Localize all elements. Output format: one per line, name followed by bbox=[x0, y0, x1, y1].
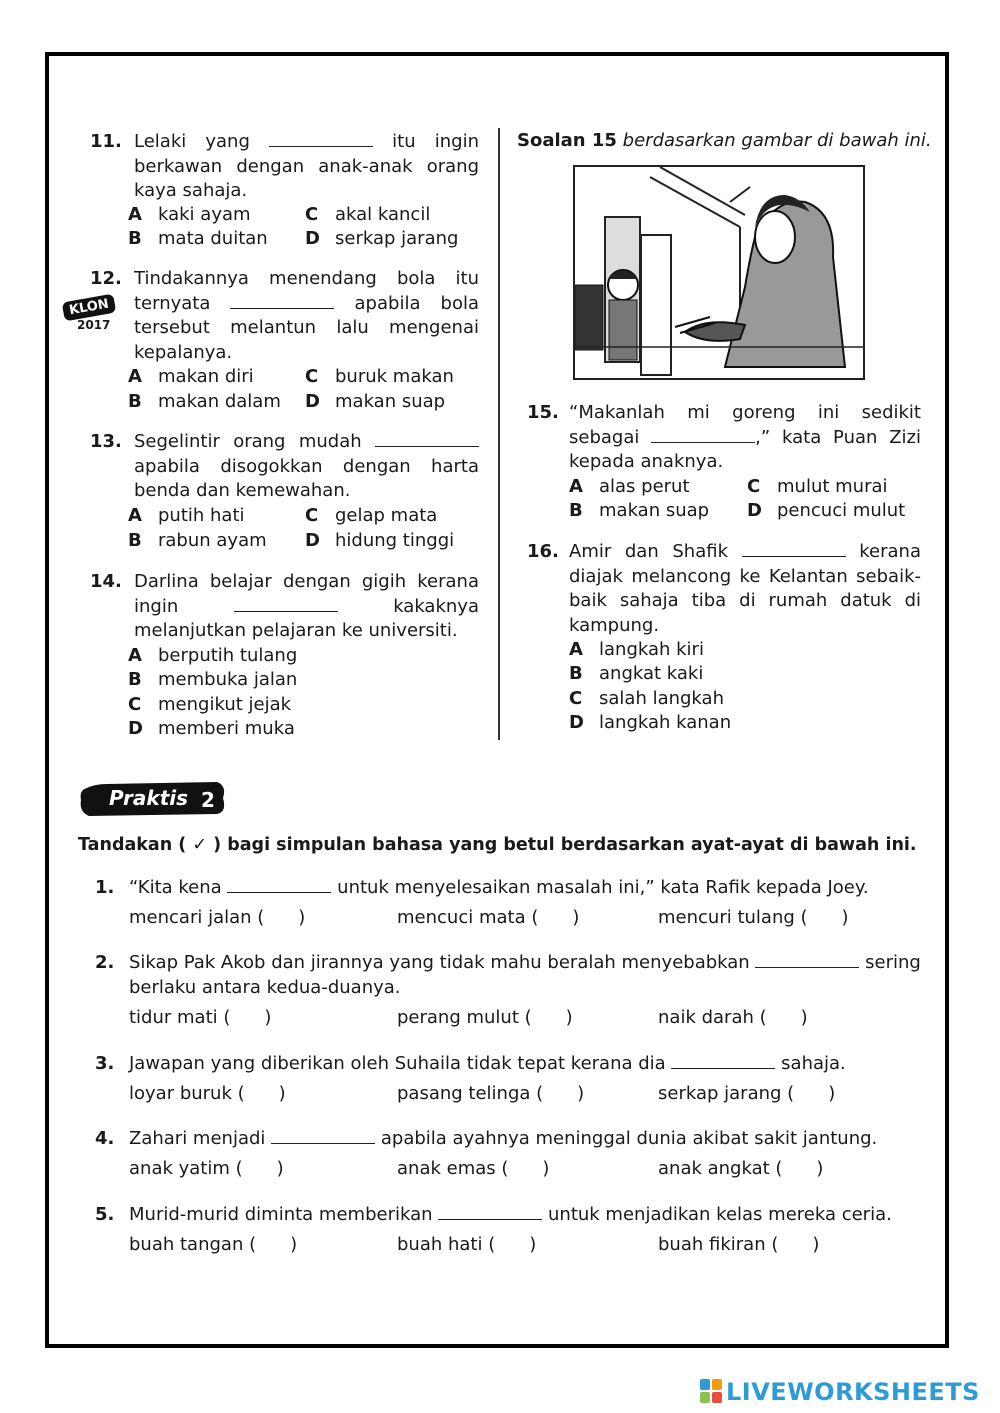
choice-2[interactable]: mencuci mata ( ) bbox=[397, 907, 580, 928]
choice-2[interactable]: perang mulut ( ) bbox=[397, 1007, 573, 1028]
answer-blank bbox=[375, 432, 479, 447]
praktis-item-4: 4. Zahari menjadi apabila ayahnya meninggal dunia akibat sakit jantung. anak yatim ( ) anak emas ( ) anak angkat ( ) bbox=[95, 1126, 925, 1186]
column-divider bbox=[498, 128, 500, 740]
item-text: Murid-murid diminta memberikan untuk menjadikan kelas mereka ceria. bbox=[129, 1204, 892, 1225]
item-text: Zahari menjadi apabila ayahnya meninggal dunia akibat sakit jantung. bbox=[129, 1128, 878, 1149]
answer-blank bbox=[671, 1054, 775, 1069]
illustration-svg bbox=[575, 167, 863, 378]
praktis-item-5: 5. Murid-murid diminta memberikan untuk menjadikan kelas mereka ceria. buah tangan ( ) buah hati ( ) buah fikiran ( ) bbox=[95, 1202, 925, 1262]
option-c: C salah langkah bbox=[569, 688, 724, 709]
option-d: D langkah kanan bbox=[569, 712, 732, 733]
liveworksheets-logo-icon bbox=[700, 1379, 722, 1403]
answer-blank bbox=[234, 597, 338, 612]
option-b: B makan suap bbox=[569, 500, 710, 521]
question-number: 11. bbox=[90, 131, 122, 152]
answer-blank bbox=[227, 878, 331, 893]
illustration-mother-and-child bbox=[573, 165, 865, 380]
option-c: C akal kancil bbox=[305, 204, 431, 225]
option-b: B angkat kaki bbox=[569, 663, 704, 684]
choice-3[interactable]: serkap jarang ( ) bbox=[658, 1083, 836, 1104]
option-a: A alas perut bbox=[569, 476, 690, 497]
answer-blank bbox=[230, 294, 334, 309]
choice-1[interactable]: mencari jalan ( ) bbox=[129, 907, 306, 928]
option-b: B mata duitan bbox=[128, 228, 268, 249]
question-number: 15. bbox=[527, 402, 559, 423]
choice-1[interactable]: tidur mati ( ) bbox=[129, 1007, 272, 1028]
picture-caption: Soalan 15 berdasarkan gambar di bawah ini. bbox=[517, 130, 932, 151]
answer-blank bbox=[438, 1205, 542, 1220]
choice-2[interactable]: anak emas ( ) bbox=[397, 1158, 550, 1179]
option-c: C mulut murai bbox=[747, 476, 888, 497]
answer-blank bbox=[651, 428, 755, 443]
option-b: B membuka jalan bbox=[128, 669, 298, 690]
choice-1[interactable]: buah tangan ( ) bbox=[129, 1234, 298, 1255]
question-text: “Makanlah mi goreng ini sedikit sebagai ,” kata Puan Zizi kepada anaknya. bbox=[569, 402, 921, 472]
option-d: D memberi muka bbox=[128, 718, 295, 739]
choice-2[interactable]: buah hati ( ) bbox=[397, 1234, 537, 1255]
choice-3[interactable]: anak angkat ( ) bbox=[658, 1158, 824, 1179]
praktis-item-2: 2. Sikap Pak Akob dan jirannya yang tidak mahu beralah menyebabkan sering berlaku antara kedua-duanya. tidur mati ( ) perang mulut ( ) naik darah ( ) bbox=[95, 950, 925, 1035]
answer-blank bbox=[742, 542, 846, 557]
instruction-text: Tandakan ( ✓ ) bagi simpulan bahasa yang betul berdasarkan ayat-ayat di bawah ini. bbox=[78, 835, 917, 855]
item-text: “Kita kena untuk menyelesaikan masalah ini,” kata Rafik kepada Joey. bbox=[129, 877, 869, 898]
liveworksheets-logo[interactable]: LIVEWORKSHEETS bbox=[700, 1378, 980, 1408]
question-number: 14. bbox=[90, 571, 122, 592]
answer-blank bbox=[755, 953, 859, 968]
option-a: A berputih tulang bbox=[128, 645, 298, 666]
question-text: Darlina belajar dengan gigih kerana ingin kakaknya melanjutkan pelajaran ke universiti. bbox=[134, 571, 479, 641]
question-number: 12. bbox=[90, 268, 122, 289]
option-d: D pencuci mulut bbox=[747, 500, 906, 521]
question-number: 16. bbox=[527, 541, 559, 562]
question-text: Amir dan Shafik kerana diajak melancong ke Kelantan sebaik-baik sahaja tiba di rumah datuk di kampung. bbox=[569, 541, 921, 636]
option-a: A putih hati bbox=[128, 505, 245, 526]
choice-2[interactable]: pasang telinga ( ) bbox=[397, 1083, 585, 1104]
option-b: B rabun ayam bbox=[128, 530, 267, 551]
option-c: C buruk makan bbox=[305, 366, 454, 387]
praktis-item-1: 1. “Kita kena untuk menyelesaikan masalah ini,” kata Rafik kepada Joey. mencari jalan ( ) mencuci mata ( ) mencuri tulang ( ) bbox=[95, 875, 925, 935]
choice-3[interactable]: mencuri tulang ( ) bbox=[658, 907, 849, 928]
option-c: C mengikut jejak bbox=[128, 694, 292, 715]
question-text: Lelaki yang itu ingin berkawan dengan anak-anak orang kaya sahaja. bbox=[134, 131, 479, 201]
praktis-item-3: 3. Jawapan yang diberikan oleh Suhaila tidak tepat kerana dia sahaja. loyar buruk ( ) pasang telinga ( ) serkap jarang ( ) bbox=[95, 1051, 925, 1111]
question-text: Segelintir orang mudah apabila disogokkan dengan harta benda dan kemewahan. bbox=[134, 431, 479, 501]
option-a: A makan diri bbox=[128, 366, 254, 387]
choice-1[interactable]: anak yatim ( ) bbox=[129, 1158, 284, 1179]
answer-blank bbox=[269, 132, 373, 147]
option-c: C gelap mata bbox=[305, 505, 438, 526]
option-d: D hidung tinggi bbox=[305, 530, 455, 551]
choice-3[interactable]: buah fikiran ( ) bbox=[658, 1234, 820, 1255]
answer-blank bbox=[271, 1129, 375, 1144]
choice-3[interactable]: naik darah ( ) bbox=[658, 1007, 808, 1028]
option-b: B makan dalam bbox=[128, 391, 281, 412]
choice-1[interactable]: loyar buruk ( ) bbox=[129, 1083, 286, 1104]
question-text: Tindakannya menendang bola itu ternyata apabila bola tersebut melantun lalu mengenai kepalanya. bbox=[134, 268, 479, 363]
option-d: D serkap jarang bbox=[305, 228, 459, 249]
option-a: A kaki ayam bbox=[128, 204, 251, 225]
item-text: Sikap Pak Akob dan jirannya yang tidak mahu beralah menyebabkan sering berlaku antara kedua-duanya. bbox=[129, 952, 921, 998]
option-d: D makan suap bbox=[305, 391, 446, 412]
question-number: 13. bbox=[90, 431, 122, 452]
item-text: Jawapan yang diberikan oleh Suhaila tidak tepat kerana dia sahaja. bbox=[129, 1053, 846, 1074]
option-a: A langkah kiri bbox=[569, 639, 704, 660]
klon-2017-badge: KLON 2017 bbox=[63, 298, 121, 330]
praktis-banner: Praktis 2 bbox=[77, 782, 227, 816]
